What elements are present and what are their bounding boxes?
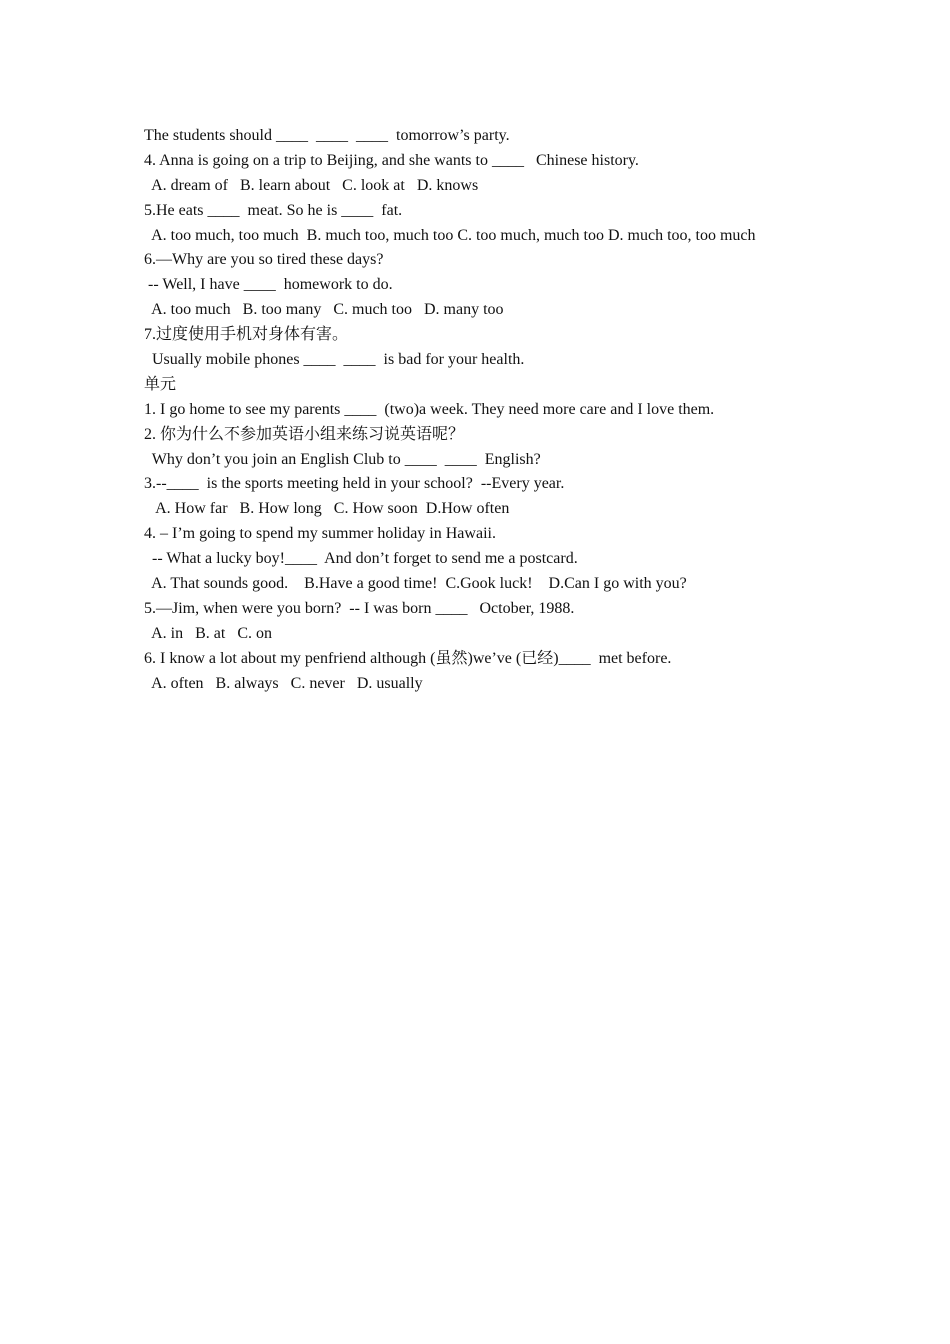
answer-options: A. too much, too much B. much too, much too C. too much, much too D. much too, too much (144, 226, 756, 244)
text-line: 1. I go home to see my parents ____ (two)a week. They need more care and I love them. (144, 400, 715, 418)
text-line: 6.—Why are you so tired these days? (144, 251, 384, 269)
text-line: -- Well, I have ____ homework to do. (144, 276, 393, 294)
text-line: -- What a lucky boy!____ And don’t forget to send me a postcard. (144, 550, 578, 568)
text-line: 5.—Jim, when were you born? -- I was born ____ October, 1988. (144, 599, 575, 617)
answer-options: A. dream of B. learn about C. look at D. knows (144, 176, 479, 194)
answer-options: A. often B. always C. never D. usually (144, 674, 423, 692)
text-line: 3.--____ is the sports meeting held in your school? --Every year. (144, 475, 565, 493)
text-line: 4. – I’m going to spend my summer holiday in Hawaii. (144, 525, 496, 543)
text-line: 6. I know a lot about my penfriend although (虽然)we’ve (已经)____ met before. (144, 649, 672, 667)
text-line: 5.He eats ____ meat. So he is ____ fat. (144, 201, 403, 219)
answer-options: A. in B. at C. on (144, 624, 273, 642)
text-line: Why don’t you join an English Club to ____ ____ English? (144, 450, 541, 468)
answer-options: A. That sounds good. B.Have a good time! C.Gook luck! D.Can I go with you? (144, 575, 687, 593)
text-line: Usually mobile phones ____ ____ is bad for your health. (144, 351, 525, 369)
text-line: 4. Anna is going on a trip to Beijing, and she wants to ____ Chinese history. (144, 151, 639, 169)
answer-options: A. How far B. How long C. How soon D.How often (144, 500, 510, 518)
text-line: The students should ____ ____ ____ tomorrow’s party. (144, 127, 510, 144)
text-line: 2. 你为什么不参加英语小组来练习说英语呢？ (144, 425, 465, 443)
section-heading: 单元 (144, 375, 177, 393)
exercise-text (144, 124, 844, 696)
answer-options: A. too much B. too many C. much too D. many too (144, 301, 504, 319)
text-line: 7.过度使用手机对身体有害。 (144, 326, 349, 344)
